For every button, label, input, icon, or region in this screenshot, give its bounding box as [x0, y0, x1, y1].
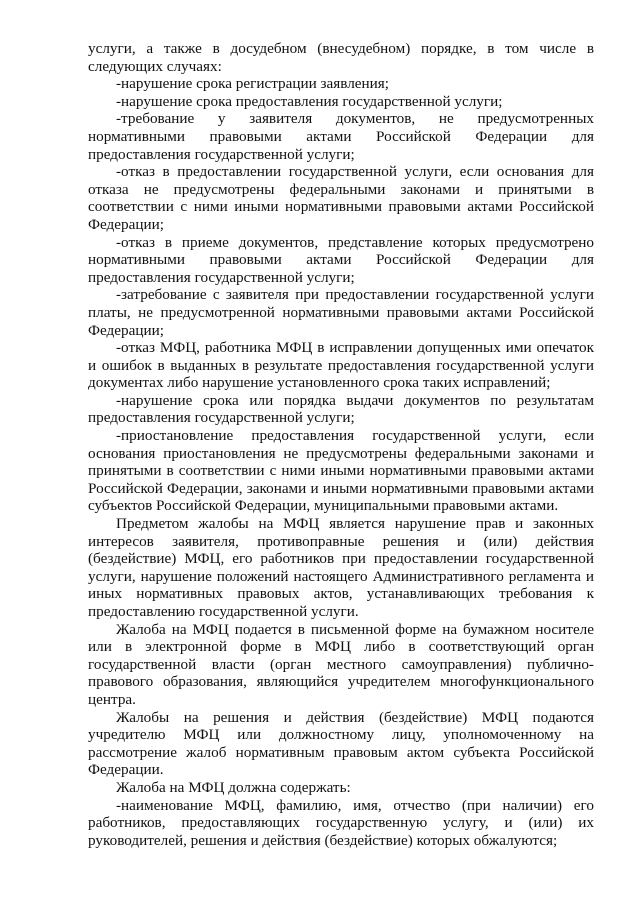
- paragraph-2: -нарушение срока регистрации заявления;: [116, 75, 390, 93]
- paragraph-14: Жалоба на МФЦ должна содержать:: [116, 778, 351, 796]
- paragraph-11: Предметом жалобы на МФЦ является нарушение прав и законных интересов заявителя, противоправные решения и (или) действия (бездействие) МФЦ, его работников при предоставлении государственной услуги, нарушение положений настоящего Административного регламента и иных нормативных правовых актов, устанавливающих требования к предоставлению государственной услуги.: [88, 515, 594, 620]
- paragraph-9: -нарушение срока или порядка выдачи документов по результатам предоставления государственной услуги;: [88, 391, 594, 427]
- paragraph-3: -нарушение срока предоставления государственной услуги;: [116, 92, 503, 110]
- paragraph-7: -затребование с заявителя при предоставлении государственной услуги платы, не предусмотренной нормативными правовыми актами Российской Федерации;: [88, 286, 594, 339]
- paragraph-13: Жалобы на решения и действия (бездействие) МФЦ подаются учредителю МФЦ или должностному лицу, уполномоченному на рассмотрение жалоб нормативным правовым актом субъекта Российской Федерации.: [88, 708, 594, 779]
- paragraph-1: услуги, а также в досудебном (внесудебном) порядке, в том числе в следующих случаях:: [88, 40, 594, 75]
- paragraph-4: -требование у заявителя документов, не предусмотренных нормативными правовыми актами Российской Федерации для предоставления государственной услуги;: [88, 110, 594, 163]
- document-page: [88, 40, 594, 849]
- paragraph-12: Жалоба на МФЦ подается в письменной форме на бумажном носителе или в электронной форме в МФЦ либо в соответствующий орган государственной власти (орган местного самоуправления) публично-правового образования, являющийся учредителем многофункционального центра.: [88, 620, 594, 708]
- paragraph-8: -отказ МФЦ, работника МФЦ в исправлении допущенных ими опечаток и ошибок в выданных в результате предоставления государственной услуги документах либо нарушение установленного срока таких исправлений;: [88, 339, 594, 392]
- paragraph-10: -приостановление предоставления государственной услуги, если основания приостановления не предусмотрены федеральными законами и принятыми в соответствии с ними иными нормативными правовыми актами Российской Федерации, законами и иными нормативными правовыми актами субъектов Российской Федерации, муниципальными правовыми актами.: [88, 427, 594, 515]
- paragraph-5: -отказ в предоставлении государственной услуги, если основания для отказа не предусмотрены федеральными законами и принятыми в соответствии с ними иными нормативными правовыми актами Российской Федерации;: [88, 163, 594, 233]
- paragraph-6: -отказ в приеме документов, представление которых предусмотрено нормативными правовыми актами Российской Федерации для предоставления государственной услуги;: [88, 233, 594, 286]
- paragraph-15: -наименование МФЦ, фамилию, имя, отчество (при наличии) его работников, предоставляющих государственную услугу, и (или) их руководителей, решения и действия (бездействие) которых обжалуются;: [88, 796, 594, 849]
